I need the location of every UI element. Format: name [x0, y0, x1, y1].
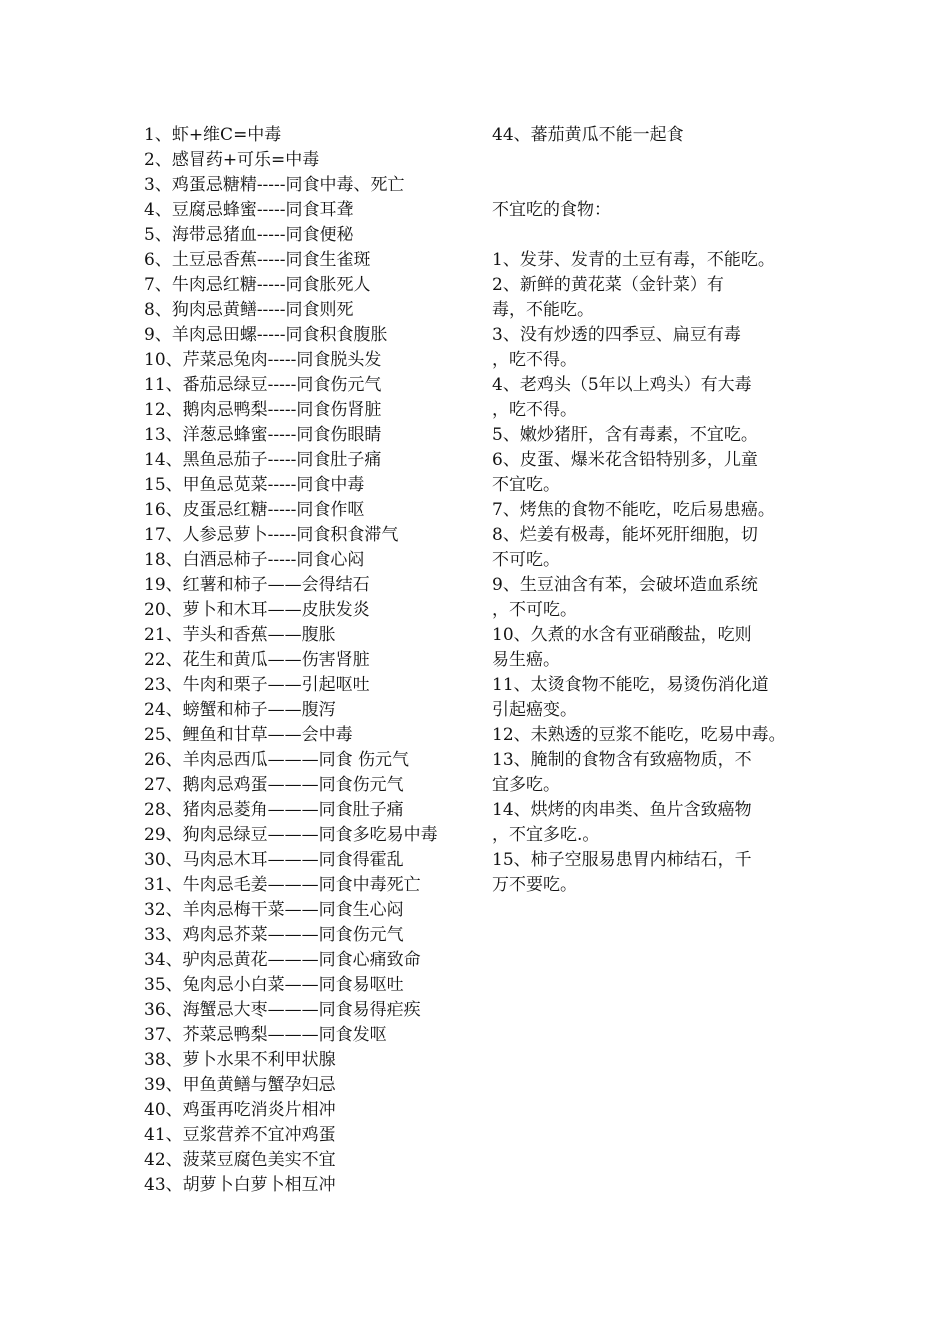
list-item: 3、没有炒透的四季豆、扁豆有毒 ，吃不得。 — [492, 325, 741, 370]
list-item: 8、狗肉忌黄鳝-----同食则死 — [144, 300, 354, 320]
list-item: 4、豆腐忌蜂蜜-----同食耳聋 — [144, 200, 354, 220]
list-item: 9、生豆油含有苯，会破坏造血系统 ，不可吃。 — [492, 575, 758, 620]
list-item: 28、猪肉忌菱角———同食肚子痛 — [144, 800, 404, 820]
list-item: 6、土豆忌香蕉-----同食生雀斑 — [144, 250, 371, 270]
list-item: 12、鹅肉忌鸭梨-----同食伤肾脏 — [144, 400, 382, 420]
list-item: 31、牛肉忌毛姜———同食中毒死亡 — [144, 875, 421, 895]
list-item: 10、芹菜忌兔肉-----同食脱头发 — [144, 350, 382, 370]
list-item: 1、发芽、发青的土豆有毒，不能吃。 — [492, 250, 775, 270]
list-item: 1、虾+维C=中毒 — [144, 125, 282, 145]
list-item: 21、芋头和香蕉——腹胀 — [144, 625, 336, 645]
list-item: 11、番茄忌绿豆-----同食伤元气 — [144, 375, 382, 395]
list-item: 7、烤焦的食物不能吃，吃后易患癌。 — [492, 500, 775, 520]
left-column — [144, 123, 464, 1198]
list-item: 4、老鸡头（5年以上鸡头）有大毒 ，吃不得。 — [492, 375, 752, 420]
list-item: 15、甲鱼忌苋菜-----同食中毒 — [144, 475, 365, 495]
list-item: 41、豆浆营养不宜冲鸡蛋 — [144, 1125, 336, 1145]
list-item: 11、太烫食物不能吃，易烫伤消化道 引起癌变。 — [492, 675, 769, 720]
item-44: 44、蕃茄黄瓜不能一起食 — [492, 125, 684, 145]
spacer — [492, 223, 812, 248]
list-item: 16、皮蛋忌红糖-----同食作呕 — [144, 500, 365, 520]
list-item: 18、白酒忌柿子-----同食心闷 — [144, 550, 365, 570]
list-item: 7、牛肉忌红糖-----同食胀死人 — [144, 275, 371, 295]
right-column — [492, 123, 812, 898]
list-item: 14、烘烤的肉串类、鱼片含致癌物 ，不宜多吃.。 — [492, 800, 752, 845]
list-item: 34、驴肉忌黄花———同食心痛致命 — [144, 950, 421, 970]
list-item: 42、菠菜豆腐色美实不宜 — [144, 1150, 336, 1170]
list-item: 23、牛肉和栗子——引起呕吐 — [144, 675, 370, 695]
list-item: 39、甲鱼黄鳝与蟹孕妇忌 — [144, 1075, 336, 1095]
list-item: 25、鲤鱼和甘草——会中毒 — [144, 725, 353, 745]
list-item: 29、狗肉忌绿豆———同食多吃易中毒 — [144, 825, 438, 845]
list-item: 36、海蟹忌大枣———同食易得疟疾 — [144, 1000, 421, 1020]
list-item: 33、鸡肉忌芥菜———同食伤元气 — [144, 925, 404, 945]
list-item: 6、皮蛋、爆米花含铅特别多，儿童 不宜吃。 — [492, 450, 758, 495]
list-item: 24、螃蟹和柿子——腹泻 — [144, 700, 336, 720]
list-item: 37、芥菜忌鸭梨———同食发呕 — [144, 1025, 387, 1045]
section-heading: 不宜吃的食物： — [492, 200, 611, 220]
list-item: 17、人参忌萝卜-----同食积食滞气 — [144, 525, 399, 545]
list-item: 26、羊肉忌西瓜———同食 伤元气 — [144, 750, 410, 770]
list-item: 30、马肉忌木耳———同食得霍乱 — [144, 850, 404, 870]
list-item: 20、萝卜和木耳——皮肤发炎 — [144, 600, 370, 620]
list-item: 19、红薯和柿子——会得结石 — [144, 575, 370, 595]
list-item: 38、萝卜水果不利甲状腺 — [144, 1050, 336, 1070]
list-item: 2、感冒药+可乐=中毒 — [144, 150, 320, 170]
list-item: 5、嫩炒猪肝，含有毒素，不宜吃。 — [492, 425, 758, 445]
list-item: 15、柿子空服易患胃内柿结石，千 万不要吃。 — [492, 850, 752, 895]
list-item: 40、鸡蛋再吃消炎片相冲 — [144, 1100, 336, 1120]
list-item: 9、羊肉忌田螺-----同食积食腹胀 — [144, 325, 388, 345]
list-item: 2、新鲜的黄花菜（金针菜）有 毒，不能吃。 — [492, 275, 724, 320]
list-item: 13、洋葱忌蜂蜜-----同食伤眼睛 — [144, 425, 382, 445]
list-item: 32、羊肉忌梅干菜——同食生心闷 — [144, 900, 404, 920]
list-item: 35、兔肉忌小白菜——同食易呕吐 — [144, 975, 404, 995]
list-item: 14、黑鱼忌茄子-----同食肚子痛 — [144, 450, 382, 470]
spacer — [492, 148, 812, 173]
list-item: 13、腌制的食物含有致癌物质，不 宜多吃。 — [492, 750, 752, 795]
list-item: 8、烂姜有极毒，能坏死肝细胞，切 不可吃。 — [492, 525, 758, 570]
list-item: 3、鸡蛋忌糖精-----同食中毒、死亡 — [144, 175, 405, 195]
list-item: 27、鹅肉忌鸡蛋———同食伤元气 — [144, 775, 404, 795]
unsafe-food-list — [492, 248, 812, 898]
list-item: 10、久煮的水含有亚硝酸盐，吃则 易生癌。 — [492, 625, 752, 670]
list-item: 43、胡萝卜白萝卜相互冲 — [144, 1175, 336, 1195]
list-item: 12、未熟透的豆浆不能吃，吃易中毒。 — [492, 725, 786, 745]
list-item: 22、花生和黄瓜——伤害肾脏 — [144, 650, 370, 670]
spacer — [492, 173, 812, 198]
list-item: 5、海带忌猪血-----同食便秘 — [144, 225, 354, 245]
